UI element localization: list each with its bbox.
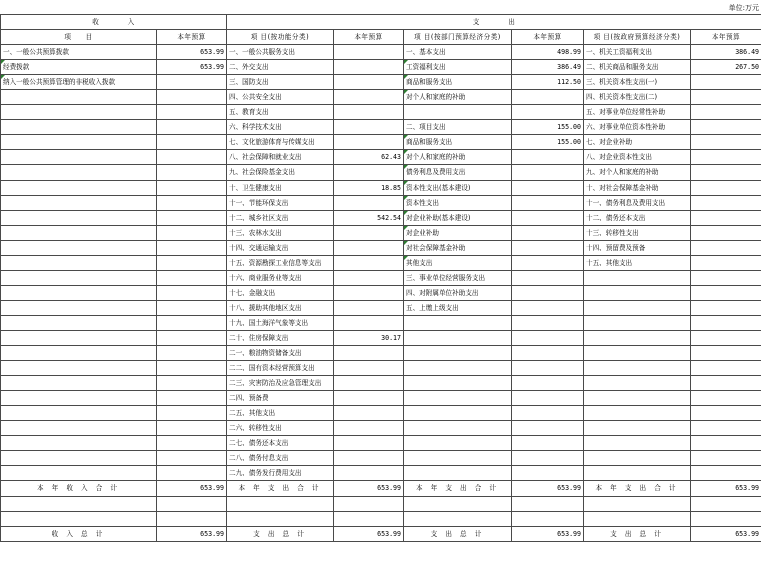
expense-header: 支 出	[227, 15, 761, 30]
func-value	[334, 361, 404, 376]
gov-grand-value: 653.99	[691, 526, 761, 541]
func-item: 二五、其他支出	[227, 406, 334, 421]
gov-item	[584, 436, 691, 451]
income-value	[157, 436, 227, 451]
dept-value	[512, 436, 584, 451]
income-value	[157, 240, 227, 255]
table-row	[1, 421, 761, 436]
dept-item	[404, 391, 512, 406]
func-item: 十五、资源勘探工业信息等支出	[227, 255, 334, 270]
dept-value	[512, 180, 584, 195]
table-row	[1, 376, 761, 391]
dept-item-header: 项 目(按部门预算经济分类)	[404, 30, 512, 45]
income-value	[157, 285, 227, 300]
gov-value	[691, 361, 761, 376]
func-item: 二十、住房保障支出	[227, 330, 334, 345]
dept-item: 资本性支出	[404, 195, 512, 210]
dept-item	[404, 466, 512, 481]
gov-item: 十一、债务利息及费用支出	[584, 195, 691, 210]
func-item: 二四、预备费	[227, 391, 334, 406]
gov-value	[691, 330, 761, 345]
dept-value: 386.49	[512, 60, 584, 75]
income-value	[157, 180, 227, 195]
income-value	[157, 466, 227, 481]
table-row	[1, 150, 761, 165]
dept-total-value: 653.99	[512, 481, 584, 496]
func-item: 五、教育支出	[227, 105, 334, 120]
func-item: 九、社会保险基金支出	[227, 165, 334, 180]
income-item	[1, 376, 157, 391]
dept-item: 资本性支出(基本建设)	[404, 180, 512, 195]
dept-total-label: 本 年 支 出 合 计	[404, 481, 512, 496]
gov-value	[691, 120, 761, 135]
table-row	[1, 135, 761, 150]
table-row	[1, 105, 761, 120]
gov-value	[691, 75, 761, 90]
unit-label: 单位:万元	[728, 4, 759, 12]
gov-value	[691, 135, 761, 150]
table-row	[1, 195, 761, 210]
table-row	[1, 436, 761, 451]
table-row	[1, 270, 761, 285]
dept-value: 155.00	[512, 120, 584, 135]
dept-value	[512, 210, 584, 225]
gov-item	[584, 346, 691, 361]
dept-item: 三、事业单位经营服务支出	[404, 270, 512, 285]
income-total-value: 653.99	[157, 481, 227, 496]
gov-item: 十二、债务还本支出	[584, 210, 691, 225]
func-item: 八、社会保障和就业支出	[227, 150, 334, 165]
func-item: 十九、国土海洋气象等支出	[227, 315, 334, 330]
gov-item: 七、对企业补助	[584, 135, 691, 150]
dept-value	[512, 285, 584, 300]
income-item	[1, 120, 157, 135]
func-item: 七、文化旅游体育与传媒支出	[227, 135, 334, 150]
gov-value	[691, 406, 761, 421]
gov-item	[584, 361, 691, 376]
func-item: 二三、灾害防治及应急管理支出	[227, 376, 334, 391]
gov-value: 267.50	[691, 60, 761, 75]
gov-value	[691, 195, 761, 210]
income-item	[1, 285, 157, 300]
func-item: 十一、节能环保支出	[227, 195, 334, 210]
dept-value	[512, 90, 584, 105]
gov-item	[584, 315, 691, 330]
dept-value	[512, 270, 584, 285]
dept-value	[512, 346, 584, 361]
income-value: 653.99	[157, 45, 227, 60]
dept-value	[512, 150, 584, 165]
gov-item: 十三、转移性支出	[584, 225, 691, 240]
income-item	[1, 210, 157, 225]
income-value	[157, 391, 227, 406]
func-item: 十八、援助其他地区支出	[227, 300, 334, 315]
income-item	[1, 391, 157, 406]
dept-item: 对企业补助	[404, 225, 512, 240]
income-item: 经费拨款	[1, 60, 157, 75]
dept-item	[404, 330, 512, 345]
table-row	[1, 255, 761, 270]
gov-item	[584, 285, 691, 300]
func-item: 二、外交支出	[227, 60, 334, 75]
table-row	[1, 120, 761, 135]
gov-item: 四、机关资本性支出(二)	[584, 90, 691, 105]
income-value	[157, 315, 227, 330]
func-value	[334, 406, 404, 421]
func-value	[334, 135, 404, 150]
gov-value	[691, 150, 761, 165]
table-row	[1, 406, 761, 421]
table-row	[1, 45, 761, 60]
gov-item: 三、机关资本性支出(一)	[584, 75, 691, 90]
func-value: 62.43	[334, 150, 404, 165]
gov-item	[584, 270, 691, 285]
dept-value	[512, 376, 584, 391]
income-item	[1, 330, 157, 345]
func-value	[334, 240, 404, 255]
dept-value	[512, 300, 584, 315]
income-value	[157, 165, 227, 180]
gov-value	[691, 300, 761, 315]
table-row	[1, 240, 761, 255]
dept-item: 五、上缴上级支出	[404, 300, 512, 315]
func-item: 二六、转移性支出	[227, 421, 334, 436]
dept-value	[512, 105, 584, 120]
gov-item-header: 项 目(按政府预算经济分类)	[584, 30, 691, 45]
func-value	[334, 466, 404, 481]
income-item: 一、一般公共预算拨款	[1, 45, 157, 60]
gov-value	[691, 225, 761, 240]
dept-value	[512, 195, 584, 210]
budget-body	[1, 45, 761, 481]
func-value	[334, 225, 404, 240]
income-value	[157, 361, 227, 376]
income-value	[157, 376, 227, 391]
func-value	[334, 436, 404, 451]
income-value	[157, 255, 227, 270]
dept-item	[404, 105, 512, 120]
dept-budget-header: 本年预算	[512, 30, 584, 45]
table-row	[1, 315, 761, 330]
dept-value	[512, 451, 584, 466]
gov-item: 六、对事业单位资本性补助	[584, 120, 691, 135]
table-row	[1, 90, 761, 105]
income-item: 纳入一般公共预算管理的非税收入拨款	[1, 75, 157, 90]
func-value	[334, 90, 404, 105]
dept-value	[512, 165, 584, 180]
income-item	[1, 361, 157, 376]
func-value	[334, 255, 404, 270]
table-row	[1, 391, 761, 406]
dept-item: 对社会保障基金补助	[404, 240, 512, 255]
func-value	[334, 60, 404, 75]
func-value	[334, 346, 404, 361]
income-value	[157, 451, 227, 466]
func-item: 二九、债务发行费用支出	[227, 466, 334, 481]
gov-item: 十五、其他支出	[584, 255, 691, 270]
func-value	[334, 285, 404, 300]
gov-value	[691, 165, 761, 180]
income-value	[157, 300, 227, 315]
dept-item: 商品和服务支出	[404, 135, 512, 150]
func-value	[334, 451, 404, 466]
gov-value	[691, 240, 761, 255]
gov-item: 十、对社会保障基金补助	[584, 180, 691, 195]
gov-value	[691, 391, 761, 406]
gov-total-label: 本 年 支 出 合 计	[584, 481, 691, 496]
gov-item: 一、机关工资福利支出	[584, 45, 691, 60]
func-item: 二八、债务付息支出	[227, 451, 334, 466]
dept-item	[404, 451, 512, 466]
table-row	[1, 225, 761, 240]
func-value	[334, 75, 404, 90]
income-item	[1, 105, 157, 120]
dept-item	[404, 376, 512, 391]
blank-row	[1, 496, 761, 511]
income-value	[157, 150, 227, 165]
func-item: 十三、农林水支出	[227, 225, 334, 240]
income-item	[1, 315, 157, 330]
func-value	[334, 165, 404, 180]
dept-item: 四、对附属单位补助支出	[404, 285, 512, 300]
gov-value	[691, 180, 761, 195]
func-item: 四、公共安全支出	[227, 90, 334, 105]
func-value	[334, 270, 404, 285]
func-item: 十二、城乡社区支出	[227, 210, 334, 225]
gov-item	[584, 330, 691, 345]
gov-value	[691, 451, 761, 466]
dept-item: 一、基本支出	[404, 45, 512, 60]
func-grand-value: 653.99	[334, 526, 404, 541]
gov-item: 八、对企业资本性支出	[584, 150, 691, 165]
income-item	[1, 90, 157, 105]
gov-item: 九、对个人和家庭的补助	[584, 165, 691, 180]
income-item	[1, 240, 157, 255]
func-grand-label: 支 出 总 计	[227, 526, 334, 541]
income-item	[1, 150, 157, 165]
func-item-header: 项 目(按功能分类)	[227, 30, 334, 45]
table-row	[1, 180, 761, 195]
gov-item: 十四、预留费及预备	[584, 240, 691, 255]
gov-item	[584, 466, 691, 481]
income-value	[157, 270, 227, 285]
gov-item	[584, 406, 691, 421]
dept-item: 债务利息及费用支出	[404, 165, 512, 180]
gov-value	[691, 90, 761, 105]
table-row	[1, 451, 761, 466]
table-row	[1, 466, 761, 481]
income-value	[157, 330, 227, 345]
gov-item	[584, 451, 691, 466]
gov-item	[584, 300, 691, 315]
table-row	[1, 285, 761, 300]
dept-item: 其他支出	[404, 255, 512, 270]
gov-value	[691, 270, 761, 285]
income-budget-header: 本年预算	[157, 30, 227, 45]
dept-item	[404, 421, 512, 436]
func-value	[334, 105, 404, 120]
func-value: 18.85	[334, 180, 404, 195]
income-item	[1, 195, 157, 210]
income-item	[1, 436, 157, 451]
dept-value	[512, 406, 584, 421]
func-item: 二二、国有资本经营预算支出	[227, 361, 334, 376]
gov-value	[691, 315, 761, 330]
income-value	[157, 210, 227, 225]
income-value	[157, 75, 227, 90]
gov-value	[691, 436, 761, 451]
func-total-value: 653.99	[334, 481, 404, 496]
income-value	[157, 195, 227, 210]
func-item: 三、国防支出	[227, 75, 334, 90]
gov-value	[691, 421, 761, 436]
gov-value	[691, 346, 761, 361]
dept-value	[512, 225, 584, 240]
income-item	[1, 421, 157, 436]
dept-value	[512, 330, 584, 345]
income-item	[1, 300, 157, 315]
func-value	[334, 376, 404, 391]
gov-item	[584, 391, 691, 406]
func-item: 十四、交通运输支出	[227, 240, 334, 255]
table-row	[1, 330, 761, 345]
gov-item	[584, 376, 691, 391]
gov-total-value: 653.99	[691, 481, 761, 496]
gov-value	[691, 255, 761, 270]
header-row	[1, 15, 761, 30]
func-item: 十、卫生健康支出	[227, 180, 334, 195]
gov-value	[691, 285, 761, 300]
grand-total-row	[1, 526, 761, 541]
dept-item: 商品和服务支出	[404, 75, 512, 90]
table-row	[1, 60, 761, 75]
gov-item: 五、对事业单位经常性补助	[584, 105, 691, 120]
func-value	[334, 45, 404, 60]
func-value	[334, 120, 404, 135]
dept-value	[512, 421, 584, 436]
dept-item	[404, 346, 512, 361]
func-budget-header: 本年预算	[334, 30, 404, 45]
func-value	[334, 391, 404, 406]
gov-value	[691, 376, 761, 391]
func-value	[334, 195, 404, 210]
func-value: 30.17	[334, 330, 404, 345]
income-item	[1, 346, 157, 361]
func-item: 十六、商业服务业等支出	[227, 270, 334, 285]
gov-value	[691, 466, 761, 481]
dept-item: 二、项目支出	[404, 120, 512, 135]
gov-item	[584, 421, 691, 436]
func-item: 二七、债务还本支出	[227, 436, 334, 451]
dept-item	[404, 406, 512, 421]
dept-item: 工资福利支出	[404, 60, 512, 75]
dept-item	[404, 436, 512, 451]
income-value	[157, 135, 227, 150]
income-item	[1, 135, 157, 150]
gov-grand-label: 支 出 总 计	[584, 526, 691, 541]
income-item	[1, 225, 157, 240]
income-item-header: 项 目	[1, 30, 157, 45]
dept-value	[512, 361, 584, 376]
income-value: 653.99	[157, 60, 227, 75]
dept-value: 498.99	[512, 45, 584, 60]
gov-value	[691, 210, 761, 225]
func-value	[334, 315, 404, 330]
total-row	[1, 481, 761, 496]
dept-value: 155.00	[512, 135, 584, 150]
dept-value: 112.50	[512, 75, 584, 90]
income-grand-label: 收 入 总 计	[1, 526, 157, 541]
dept-value	[512, 315, 584, 330]
func-value	[334, 300, 404, 315]
table-row	[1, 300, 761, 315]
income-value	[157, 225, 227, 240]
income-item	[1, 270, 157, 285]
income-item	[1, 466, 157, 481]
dept-value	[512, 240, 584, 255]
table-row	[1, 165, 761, 180]
gov-value: 386.49	[691, 45, 761, 60]
income-value	[157, 90, 227, 105]
income-total-label: 本 年 收 入 合 计	[1, 481, 157, 496]
dept-value	[512, 466, 584, 481]
dept-item	[404, 361, 512, 376]
dept-item: 对企业补助(基本建设)	[404, 210, 512, 225]
table-row	[1, 361, 761, 376]
gov-budget-header: 本年预算	[691, 30, 761, 45]
dept-value	[512, 255, 584, 270]
income-item	[1, 451, 157, 466]
gov-item: 二、机关商品和服务支出	[584, 60, 691, 75]
dept-grand-value: 653.99	[512, 526, 584, 541]
func-total-label: 本 年 支 出 合 计	[227, 481, 334, 496]
func-item: 十七、金融支出	[227, 285, 334, 300]
dept-item	[404, 315, 512, 330]
income-item	[1, 255, 157, 270]
table-row	[1, 75, 761, 90]
income-value	[157, 105, 227, 120]
table-row	[1, 210, 761, 225]
income-value	[157, 406, 227, 421]
func-item: 六、科学技术支出	[227, 120, 334, 135]
subheader-row	[1, 30, 761, 45]
income-grand-value: 653.99	[157, 526, 227, 541]
dept-item: 对个人和家庭的补助	[404, 150, 512, 165]
dept-grand-label: 支 出 总 计	[404, 526, 512, 541]
blank-row	[1, 511, 761, 526]
dept-item: 对个人和家庭的补助	[404, 90, 512, 105]
func-value	[334, 421, 404, 436]
income-value	[157, 346, 227, 361]
income-value	[157, 120, 227, 135]
func-item: 二一、粮油物资储备支出	[227, 346, 334, 361]
income-item	[1, 165, 157, 180]
income-item	[1, 180, 157, 195]
func-item: 一、一般公共服务支出	[227, 45, 334, 60]
income-value	[157, 421, 227, 436]
gov-value	[691, 105, 761, 120]
income-item	[1, 406, 157, 421]
table-row	[1, 346, 761, 361]
dept-value	[512, 391, 584, 406]
func-value: 542.54	[334, 210, 404, 225]
budget-table	[0, 14, 761, 542]
income-header: 收 入	[1, 15, 227, 30]
